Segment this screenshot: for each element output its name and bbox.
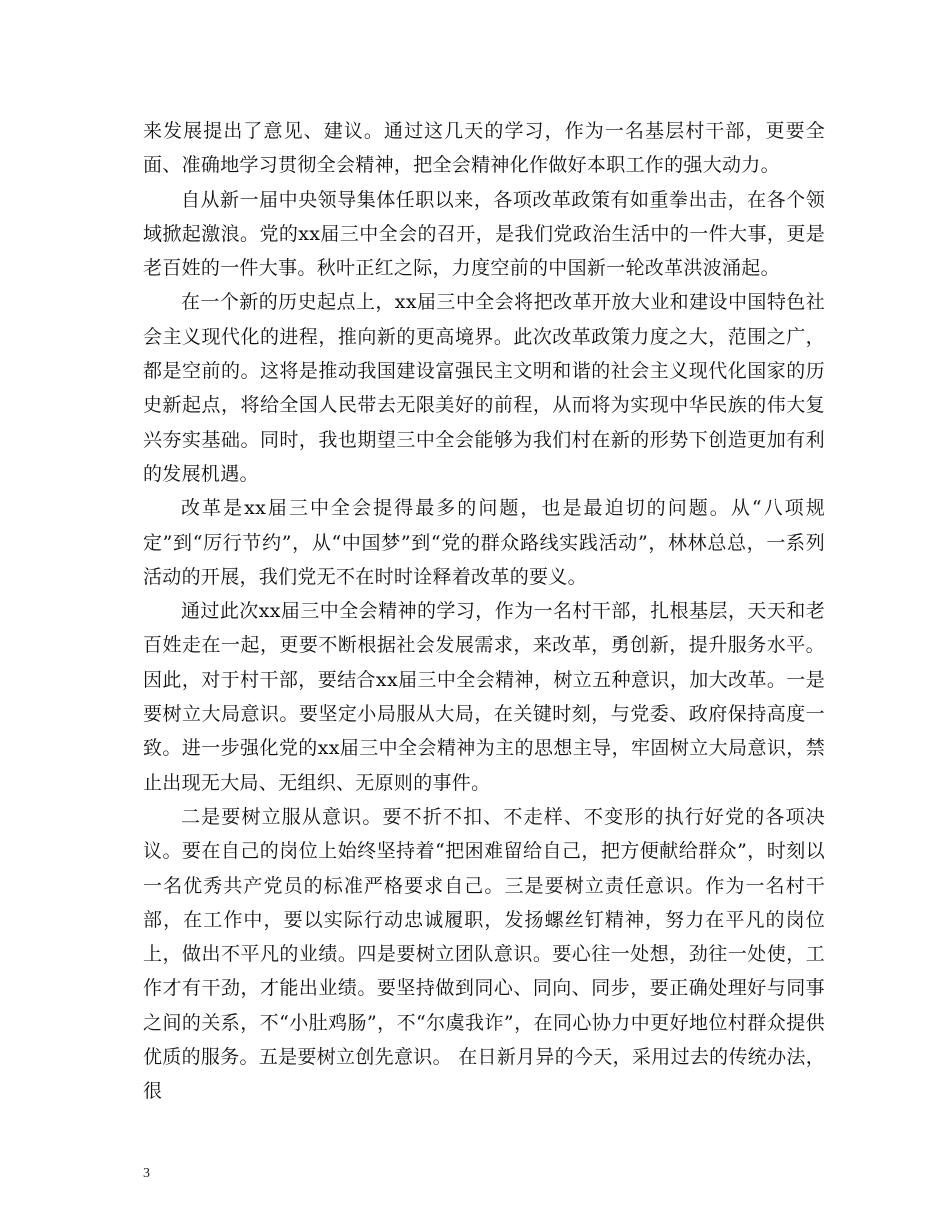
paragraph-6: 二是要树立服从意识。要不折不扣、不走样、不变形的执行好党的各项决议。要在自己的岗位上始终坚持着“把困难留给自己，把方便献给群众”，时刻以一名优秀共产党员的标准严格要求自己。三是要树立责任意识。作为一名村干部，在工作中，要以实际行动忠诚履职，发扬螺丝钉精神，努力在平凡的岗位上，做出不平凡的业绩。四是要树立团队意识。要心往一处想，劲往一处使，工作才有干劲，才能出业绩。要坚持做到同心、同向、同步，要正确处理好与同事之间的关系，不“小肚鸡肠”，不“尔虞我诈”，在同心协力中更好地位村群众提供优质的服务。五是要树立创先意识。 在日新月异的今天，采用过去的传统办法，很 (143, 805, 825, 1103)
paragraph-1: 来发展提出了意见、建议。通过这几天的学习，作为一名基层村干部，更要全面、准确地学习贯彻全会精神，把全会精神化作做好本职工作的强大动力。 (143, 120, 825, 177)
paragraph-5: 通过此次xx届三中全会精神的学习，作为一名村干部，扎根基层，天天和老百姓走在一起，更要不断根据社会发展需求，来改革，勇创新，提升服务水平。因此，对于村干部，要结合xx届三中全会精神，树立五种意识，加大改革。一是要树立大局意识。要坚定小局服从大局，在关键时刻，与党委、政府保持高度一致。进一步强化党的xx届三中全会精神为主的思想主导，牢固树立大局意识，禁止出现无大局、无组织、无原则的事件。 (143, 600, 825, 794)
paragraph-4: 改革是xx届三中全会提得最多的问题，也是最迫切的问题。从“八项规定”到“厉行节约”，从“中国梦”到“党的群众路线实践活动”，林林总总，一系列活动的开展，我们党无不在时时诠释着改革的要义。 (143, 497, 825, 588)
paragraph-3: 在一个新的历史起点上，xx届三中全会将把改革开放大业和建设中国特色社会主义现代化的进程，推向新的更高境界。此次改革政策力度之大，范围之广，都是空前的。这将是推动我国建设富强民主文明和谐的社会主义现代化国家的历史新起点，将给全国人民带去无限美好的前程，从而将为实现中华民族的伟大复兴夯实基础。同时，我也期望三中全会能够为我们村在新的形势下创造更加有利的发展机遇。 (143, 291, 825, 485)
document-body (143, 114, 825, 1109)
paragraph-2: 自从新一届中央领导集体任职以来，各项改革政策有如重拳出击，在各个领域掀起激浪。党的xx届三中全会的召开，是我们党政治生活中的一件大事，更是老百姓的一件大事。秋叶正红之际，力度空前的中国新一轮改革洪波涌起。 (143, 188, 825, 280)
page-number: 3 (143, 1166, 150, 1181)
